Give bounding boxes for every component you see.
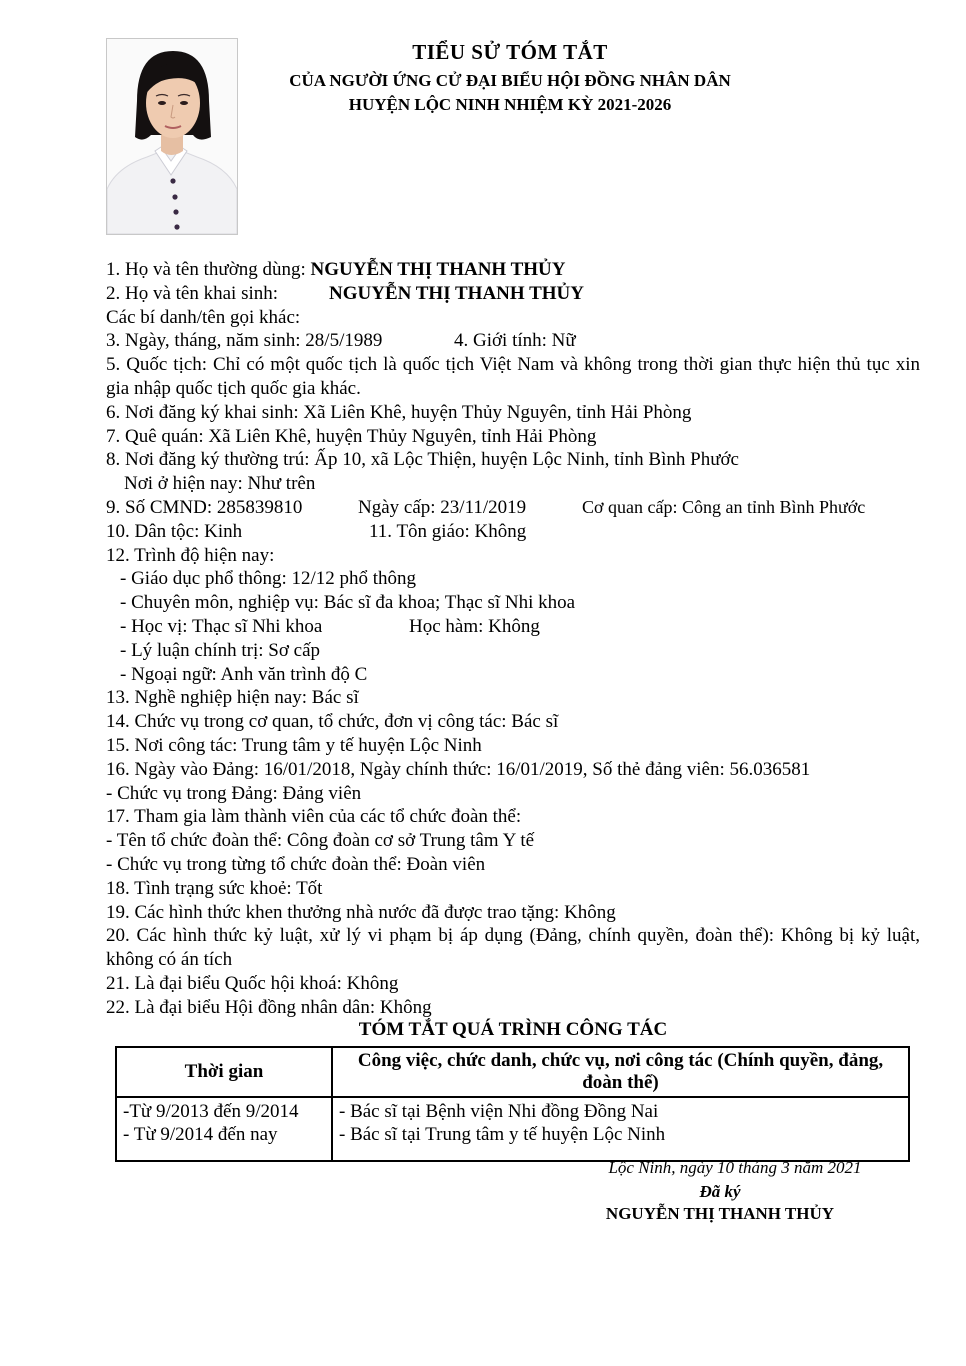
field-nationality: 5. Quốc tịch: Chỉ có một quốc tịch là quốc tịch Việt Nam và không trong thời gian thực hiện thủ tục xin gia nhập quốc tịch quốc gia khác.	[106, 354, 920, 399]
portrait-image	[107, 39, 237, 234]
field-party-role: - Chức vụ trong Đảng: Đảng viên	[106, 782, 362, 804]
gender: 4. Giới tính: Nữ	[454, 330, 576, 352]
candidate-photo	[106, 38, 238, 235]
work-history-title: TÓM TẮT QUÁ TRÌNH CÔNG TÁC	[358, 1019, 668, 1040]
field-specialty: - Chuyên môn, nghiệp vụ: Bác sĩ đa khoa; Thạc sĩ Nhi khoa	[120, 592, 576, 614]
id-number: 9. Số CMND: 285839810	[106, 496, 303, 518]
field-education-heading: 12. Trình độ hiện nay:	[106, 544, 275, 566]
field-position: 14. Chức vụ trong cơ quan, tổ chức, đơn vị công tác: Bác sĩ	[106, 711, 559, 733]
field-peoples-council: 22. Là đại biểu Hội đồng nhân dân: Không	[106, 996, 432, 1018]
field-id-card	[106, 496, 920, 520]
document-header	[240, 40, 780, 115]
field-awards: 19. Các hình thức khen thưởng nhà nước đã được trao tặng: Không	[106, 901, 616, 923]
signature-block	[520, 1158, 920, 1224]
religion: 11. Tôn giáo: Không	[369, 520, 527, 542]
field-political-theory: - Lý luận chính trị: Sơ cấp	[120, 639, 321, 661]
dob: 3. Ngày, tháng, năm sinh: 28/5/1989	[106, 330, 383, 352]
ethnicity: 10. Dân tộc: Kinh	[106, 520, 243, 542]
job-entry-2: - Bác sĩ tại Trung tâm y tế huyện Lộc Ninh	[339, 1124, 666, 1145]
time-cell	[116, 1097, 332, 1161]
profile-details	[106, 258, 920, 1020]
signer-name: NGUYỄN THỊ THANH THỦY	[605, 1204, 835, 1223]
id-issue-date: Ngày cấp: 23/11/2019	[358, 496, 527, 518]
field-organization-name: - Tên tổ chức đoàn thể: Công đoàn cơ sở Trung tâm Y tế	[106, 830, 535, 852]
field-organizations: 17. Tham gia làm thành viên của các tổ chức đoàn thể:	[106, 806, 522, 828]
field-general-education: - Giáo dục phổ thông: 12/12 phổ thông	[120, 568, 417, 590]
field-aliases: Các bí danh/tên gọi khác:	[106, 306, 301, 328]
document-subtitle-2: HUYỆN LỘC NINH NHIỆM KỲ 2021-2026	[348, 95, 672, 114]
field-dob-gender	[106, 329, 920, 353]
field-degree	[106, 615, 920, 639]
time-entry-1: -Từ 9/2013 đến 9/2014	[123, 1101, 299, 1122]
field-birth-registration: 6. Nơi đăng ký khai sinh: Xã Liên Khê, huyện Thủy Nguyên, tỉnh Hải Phòng	[106, 401, 692, 423]
column-header-time: Thời gian	[116, 1047, 332, 1097]
field-birth-name: 2. Họ và tên khai sinh: NGUYỄN THỊ THANH THỦY	[106, 282, 584, 304]
table-row	[116, 1097, 909, 1161]
job-cell	[332, 1097, 909, 1161]
common-name-value: NGUYỄN THỊ THANH THỦY	[310, 259, 566, 280]
field-ethnicity-religion	[106, 520, 920, 544]
field-hometown: 7. Quê quán: Xã Liên Khê, huyện Thủy Nguyên, tỉnh Hải Phòng	[106, 425, 597, 447]
field-organization-role: - Chức vụ trong từng tổ chức đoàn thể: Đoàn viên	[106, 853, 486, 875]
field-discipline: 20. Các hình thức kỷ luật, xử lý vi phạm bị áp dụng (Đảng, chính quyền, đoàn thể): Không bị kỷ luật, không có án tích	[106, 925, 920, 971]
table-header-row	[116, 1047, 909, 1097]
document-subtitle-1: CỦA NGƯỜI ỨNG CỬ ĐẠI BIỂU HỘI ĐỒNG NHÂN DÂN	[289, 71, 731, 90]
field-national-assembly: 21. Là đại biểu Quốc hội khoá: Không	[106, 972, 399, 994]
job-entry-1: - Bác sĩ tại Bệnh viện Nhi đồng Đồng Nai	[339, 1101, 659, 1122]
field-permanent-residence: 8. Nơi đăng ký thường trú: Ấp 10, xã Lộc Thiện, huyện Lộc Ninh, tỉnh Bình Phước	[106, 449, 739, 471]
id-issuing-agency: Cơ quan cấp: Công an tỉnh Bình Phước	[582, 496, 866, 517]
signed-note: Đã ký	[699, 1182, 741, 1201]
field-party-membership: 16. Ngày vào Đảng: 16/01/2018, Ngày chính thức: 16/01/2019, Số thẻ đảng viên: 56.036581	[106, 758, 811, 780]
birth-name-value: NGUYỄN THỊ THANH THỦY	[329, 282, 584, 304]
academic-degree: - Học vị: Thạc sĩ Nhi khoa	[120, 615, 323, 637]
field-foreign-language: - Ngoại ngữ: Anh văn trình độ C	[120, 663, 368, 685]
column-header-job: Công việc, chức danh, chức vụ, nơi công tác (Chính quyền, đảng, đoàn thể)	[332, 1047, 909, 1097]
place-date: Lộc Ninh, ngày 10 tháng 3 năm 2021	[608, 1158, 862, 1177]
document-title: TIỂU SỬ TÓM TẮT	[412, 40, 608, 64]
field-occupation: 13. Nghề nghiệp hiện nay: Bác sĩ	[106, 687, 359, 709]
field-workplace: 15. Nơi công tác: Trung tâm y tế huyện Lộc Ninh	[106, 734, 482, 756]
field-health: 18. Tình trạng sức khoẻ: Tốt	[106, 877, 323, 899]
field-current-residence: Nơi ở hiện nay: Như trên	[124, 473, 316, 495]
academic-title: Học hàm: Không	[409, 615, 540, 637]
work-history-table	[115, 1046, 910, 1162]
time-entry-2: - Từ 9/2014 đến nay	[123, 1124, 278, 1145]
field-common-name: 1. Họ và tên thường dùng: NGUYỄN THỊ THANH THỦY	[106, 259, 566, 280]
